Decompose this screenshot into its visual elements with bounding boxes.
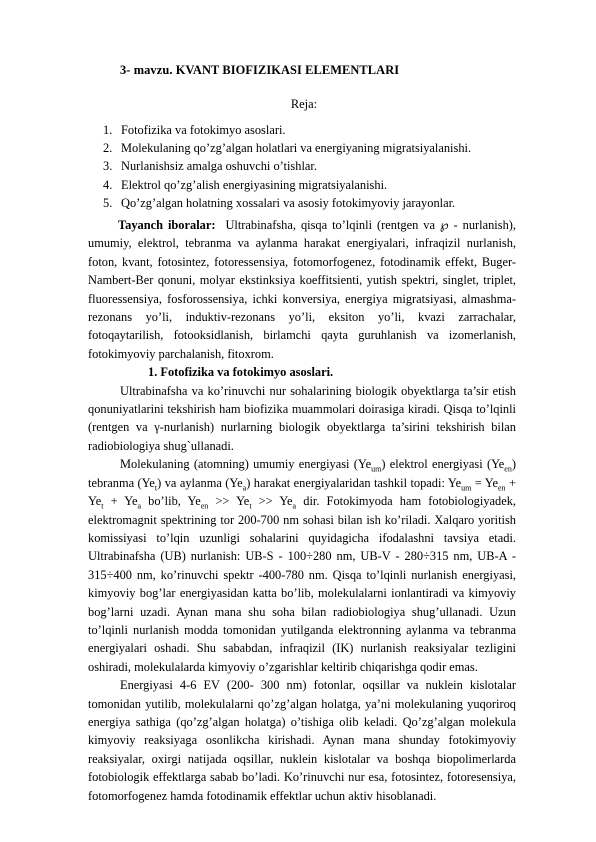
plan-item xyxy=(103,176,471,194)
page-title: 3- mavzu. KVANT BIOFIZIKASI ELEMENTLARI xyxy=(120,63,400,77)
plan-item-number: 5. xyxy=(103,195,113,210)
plan-item xyxy=(103,139,471,157)
paragraph-3: Energiyasi 4-6 EV (200- 300 nm) fotonlar, oqsillar va nuklein kislotalar tomonidan yutilib, molekulalarni qo’zg’algan holatga, ya’ni molekulaning yuqoriroq energiya sathiga (qo’zg’algan holatga) o’tishiga olib keladi. Qo’zg’algan molekula kimyoviy reaksiyaga osonlikcha kirishadi. Aynan mana shunday fotokimyoviy reaksiyalar, oxirgi natijada oqsillar, nuklein kislotalar va boshqa biopolimerlarda fotobiologik effektlarga sabab bo’ladi. Ko’rinuvchi nur esa, fotosintez, fotoresensiya, fotomorfogenez hamda fotodinamik effektlar uchun aktiv hisoblanadi. xyxy=(88,678,516,803)
plan-list xyxy=(103,121,471,212)
plan-item xyxy=(103,121,471,139)
plan-item-text: Nurlanishsiz amalga oshuvchi o’tishlar. xyxy=(121,159,317,174)
plan-item-text: Qo’zg’algan holatning xossalari va asosiy fotokimyoviy jarayonlar. xyxy=(121,195,456,210)
plan-item-text: Elektrol qo’zg’alish energiyasining migratsiyalanishi. xyxy=(121,177,388,192)
body-text xyxy=(88,216,516,805)
keywords-label: Tayanch iboralar: xyxy=(118,218,216,232)
keywords-paragraph xyxy=(88,216,516,363)
plan-item-number: 3. xyxy=(103,159,113,174)
keywords-text: Ultrabinafsha, qisqa to’lqinli (rentgen va ℘ - nurlanish), umumiy, elektrol, tebranma va aylanma harakat energiyalari, infraqizil nurlanish, foton, kvant, fotosintez, fotoressensiya, fotomorfogenez, fotodinamik effekt, Buger-Nambert-Ber qonuni, molyar ekstinksiya koeffitsienti, yutish spektri, singlet, triplet, fluoressensiya, fosforossensiya, ichki konversiya, energiya migratsiyasi, almashma-rezonans yo’li, induktiv-rezonans yo’li, eksiton yo’li, kvazi zarrachalar, fotoqaytarilish, fotooksidlanish, birlamchi qayta guruhlanish va izomerlanish, fotokimyoviy parchalanish, fitoxrom. xyxy=(88,218,516,361)
plan-item-text: Fotofizika va fotokimyo asoslari. xyxy=(121,123,286,137)
plan-item-number: 1. xyxy=(103,123,113,137)
plan-item-text: Molekulaning qo’zg’algan holatlari va energiyaning migratsiyalanishi. xyxy=(121,141,472,156)
plan-item-number: 4. xyxy=(103,177,113,192)
plan-item xyxy=(103,194,471,212)
paragraph-2: Molekulaning (atomning) umumiy energiyasi $(Ye_{um})$ elektrol energiyasi $(Ye_{en})$ tebranma $(Ye_t)$ va aylanma $(Ye_a)$ harakat energiyalaridan tashkil topadi: $Ye_{um} = Ye_{en} + Ye_t + Ye_a$ bo’lib, $Ye_{en} >> Ye_t >> Ye_a$ dir. Fotokimyoda ham fotobiologiyadek, elektromagnit spektrining tor 200-700 nm sohasi bilan ish ko’riladi. Xalqaro yoritish komissiyasi to’lqin uzunligi sohalarini quyidagicha ifodalashni tavsiya etadi. Ultrabinafsha (UB) nurlanish: UB-S - 100÷280 nm, UB-V - 280÷315 nm, UB-A - 315÷400 nm, ko’rinuvchi spektr -400-780 nm. Qisqa to’lqinli nurlanish energiyasi, kimyoviy bog’lar energiyasidan katta bo’lib, molekulalarni ionlantiradi va kimyoviy bog’larni uzadi. Aynan mana shu soha bilan radiobiologiya shug’ullanadi. Uzun to’lqinli nurlanish modda tomonidan yutilganda elektronning aylanma va tebranma energiyalari oshadi. Shu sababdan, infraqizil (IK) nurlanish reaksiyalar tezligini oshiradi, molekulalarda kimyoviy o’zgarishlar keltirib chiqarishga qodir emas. xyxy=(88,457,516,674)
plan-item xyxy=(103,157,471,175)
paragraph-1: Ultrabinafsha va ko’rinuvchi nur sohalarining biologik obyektlarga ta’sir etish qonuniyatlarini tekshirish ham biofizika muammolari doirasiga kiradi. Qisqa to’lqinli (rentgen va γ-nurlanish) nurlarning biologik obyektlarga ta’sirini tekshirish bilan radiobiologiya shug`ullanadi. xyxy=(88,383,516,453)
section-heading: 1. Fotofizika va fotokimyo asoslari. xyxy=(148,365,334,380)
plan-item-number: 2. xyxy=(103,141,113,156)
plan-heading: Reja: xyxy=(290,97,318,111)
